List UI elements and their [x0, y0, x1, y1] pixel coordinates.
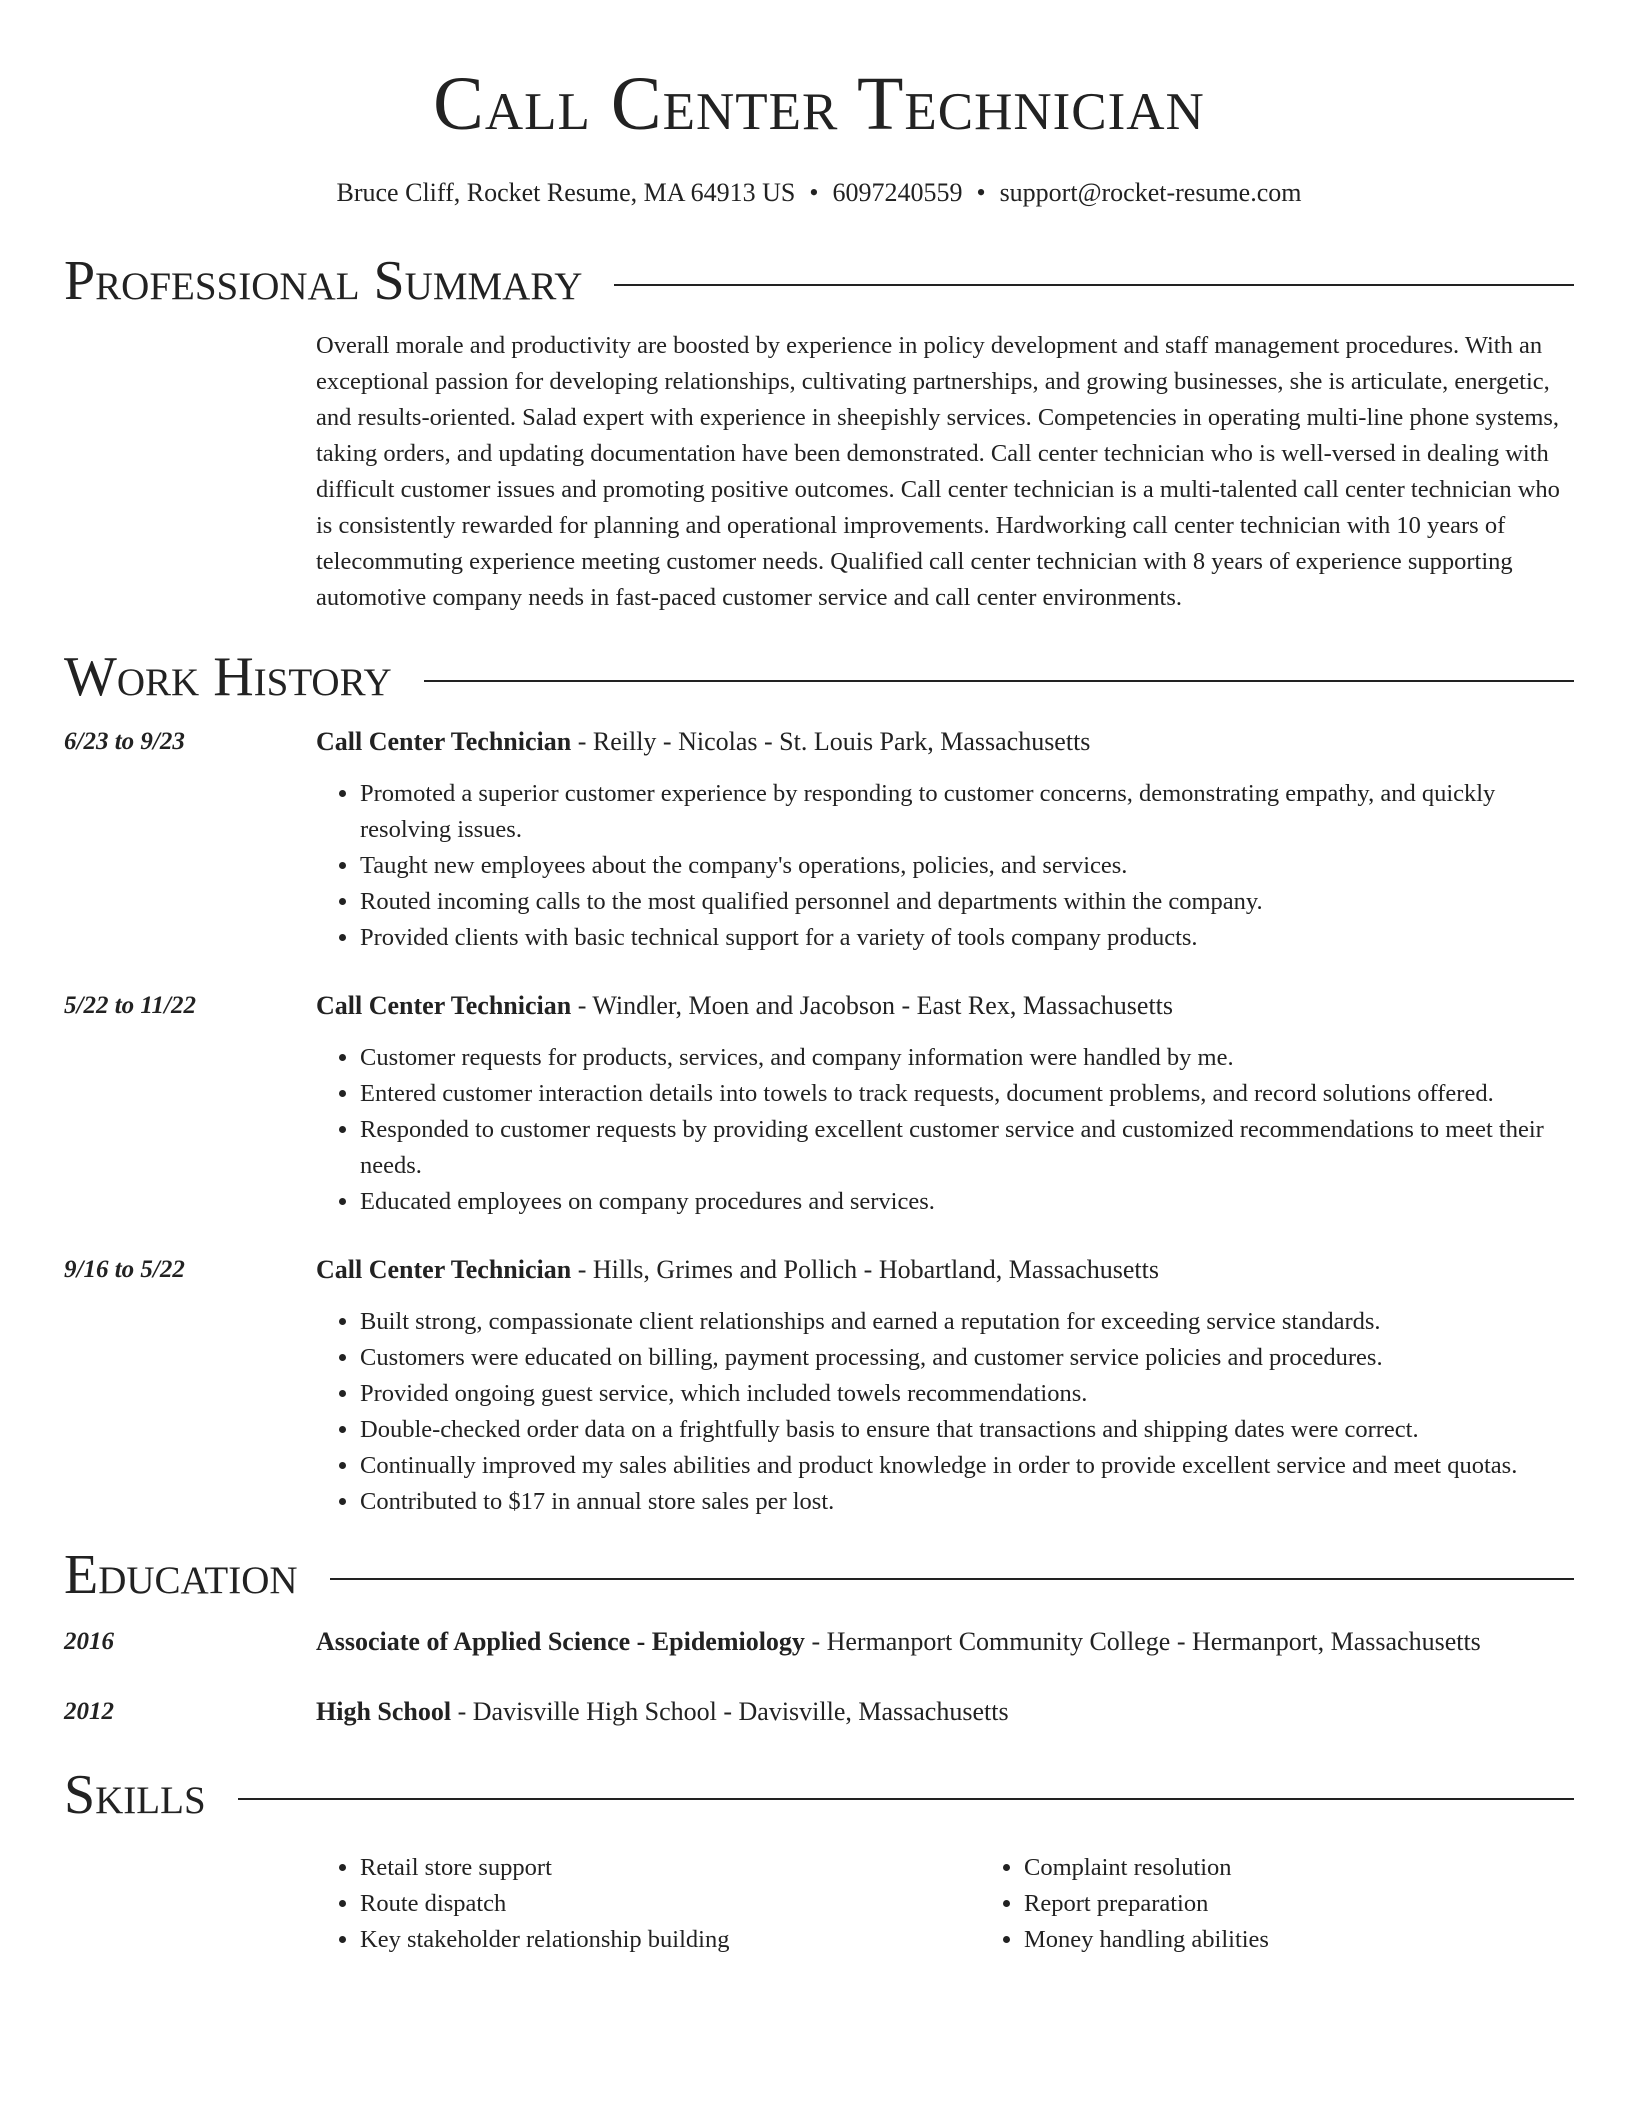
- resume-title: Call Center Technician: [433, 62, 1205, 146]
- skills-section-header: [64, 1760, 1574, 1830]
- job-heading: [316, 1252, 1574, 1288]
- job-details: - Reilly - Nicolas - St. Louis Park, Massachusetts: [571, 727, 1091, 756]
- section-heading-skills: Skills: [64, 1764, 206, 1826]
- education-entry: [64, 1624, 1574, 1660]
- job-dates: 9/16 to 5/22: [64, 1256, 185, 1283]
- skill-item: • Money handling abilities: [1024, 1922, 1632, 1958]
- education-year: 2016: [64, 1628, 114, 1655]
- contact-phone: 6097240559: [832, 178, 963, 207]
- skill-item: • Route dispatch: [360, 1886, 980, 1922]
- job-bullet: • Entered customer interaction details into towels to track requests, document problems, and record solutions offered.: [360, 1076, 1574, 1112]
- education-heading: [316, 1694, 1574, 1730]
- education-details: - Hermanport Community College - Hermanport, Massachusetts: [804, 1627, 1481, 1656]
- section-divider: [424, 680, 1574, 682]
- skill-item: • Report preparation: [1024, 1886, 1632, 1922]
- section-heading-work: Work History: [64, 646, 392, 708]
- contact-email: support@rocket-resume.com: [999, 178, 1302, 207]
- job-bullet: • Taught new employees about the company's operations, policies, and services.: [360, 848, 1574, 884]
- section-heading-education: Education: [64, 1544, 298, 1606]
- summary-section-header: [64, 246, 1574, 316]
- job-title: Call Center Technician: [316, 727, 572, 756]
- job-bullet: • Double-checked order data on a frightfully basis to ensure that transactions and shipping dates were correct.: [360, 1412, 1574, 1448]
- education-entry: [64, 1694, 1574, 1730]
- contact-separator: •: [976, 178, 986, 207]
- job-bullet: • Provided clients with basic technical support for a variety of tools company products.: [360, 920, 1574, 956]
- job-heading: [316, 724, 1574, 760]
- education-degree: Associate of Applied Science - Epidemiology: [316, 1627, 805, 1656]
- job-bullet: • Continually improved my sales abilities and product knowledge in order to provide excellent service and meet quotas.: [360, 1448, 1574, 1484]
- job-bullet: • Educated employees on company procedures and services.: [360, 1184, 1574, 1220]
- job-bullet: • Responded to customer requests by providing excellent customer service and customized recommendations to meet their needs.: [360, 1112, 1574, 1184]
- education-year: 2012: [64, 1698, 114, 1725]
- section-divider: [238, 1798, 1574, 1800]
- job-entry: [64, 724, 1574, 956]
- job-bullet: • Customers were educated on billing, payment processing, and customer service policies and procedures.: [360, 1340, 1574, 1376]
- contact-line: [64, 176, 1574, 210]
- summary-spacer: [64, 316, 316, 616]
- skill-item: • Retail store support: [360, 1850, 980, 1886]
- job-bullet: • Promoted a superior customer experience by responding to customer concerns, demonstrating empathy, and quickly resolving issues.: [360, 776, 1574, 848]
- job-entry: [64, 988, 1574, 1220]
- job-bullet: • Routed incoming calls to the most qualified personnel and departments within the company.: [360, 884, 1574, 920]
- job-bullet: • Contributed to $17 in annual store sales per lost.: [360, 1484, 1574, 1520]
- job-bullets: [316, 776, 1574, 956]
- skill-item: • Complaint resolution: [1024, 1850, 1632, 1886]
- education-details: - Davisville High School - Davisville, Massachusetts: [451, 1697, 1009, 1726]
- job-bullet: • Provided ongoing guest service, which included towels recommendations.: [360, 1376, 1574, 1412]
- skills-grid: [316, 1850, 1632, 1958]
- section-divider: [330, 1578, 1574, 1580]
- section-heading-summary: Professional Summary: [64, 250, 583, 312]
- education-section-header: [64, 1540, 1574, 1610]
- contact-separator: •: [809, 178, 819, 207]
- section-divider: [614, 284, 1574, 286]
- education-degree: High School: [316, 1697, 452, 1726]
- contact-address: Bruce Cliff, Rocket Resume, MA 64913 US: [336, 178, 796, 207]
- resume-page: [64, 0, 1574, 1958]
- job-title: Call Center Technician: [316, 1255, 572, 1284]
- skill-item: • Key stakeholder relationship building: [360, 1922, 980, 1958]
- job-bullet: • Customer requests for products, services, and company information were handled by me.: [360, 1040, 1574, 1076]
- job-details: - Windler, Moen and Jacobson - East Rex, Massachusetts: [571, 991, 1174, 1020]
- summary-text: Overall morale and productivity are boosted by experience in policy development and staff management procedures. With an exceptional passion for developing relationships, cultivating partnerships, and growing businesses, she is articulate, energetic, and results-oriented. Salad expert with experience in sheepishly services. Competencies in operating multi-line phone systems, taking orders, and updating documentation have been demonstrated. Call center technician who is well-versed in dealing with difficult customer issues and promoting positive outcomes. Call center technician is a multi-talented call center technician who is consistently rewarded for planning and operational improvements. Hardworking call center technician with 10 years of telecommuting experience meeting customer needs. Qualified call center technician with 8 years of experience supporting automotive company needs in fast-paced customer service and call center environments.: [316, 332, 1560, 611]
- job-title: Call Center Technician: [316, 991, 572, 1020]
- job-bullet: • Built strong, compassionate client relationships and earned a reputation for exceeding service standards.: [360, 1304, 1574, 1340]
- job-dates: 6/23 to 9/23: [64, 728, 185, 755]
- skills-column-left: [316, 1850, 980, 1958]
- job-bullets: [316, 1304, 1574, 1520]
- job-heading: [316, 988, 1574, 1024]
- skills-row: [64, 1830, 1574, 1958]
- skills-column-right: [980, 1850, 1632, 1958]
- skills-spacer: [64, 1830, 316, 1958]
- education-heading: [316, 1624, 1574, 1660]
- work-section-header: [64, 642, 1574, 712]
- job-details: - Hills, Grimes and Pollich - Hobartland, Massachusetts: [571, 1255, 1159, 1284]
- summary-row: [64, 316, 1574, 616]
- job-bullets: [316, 1040, 1574, 1220]
- job-dates: 5/22 to 11/22: [64, 992, 196, 1019]
- job-entry: [64, 1252, 1574, 1520]
